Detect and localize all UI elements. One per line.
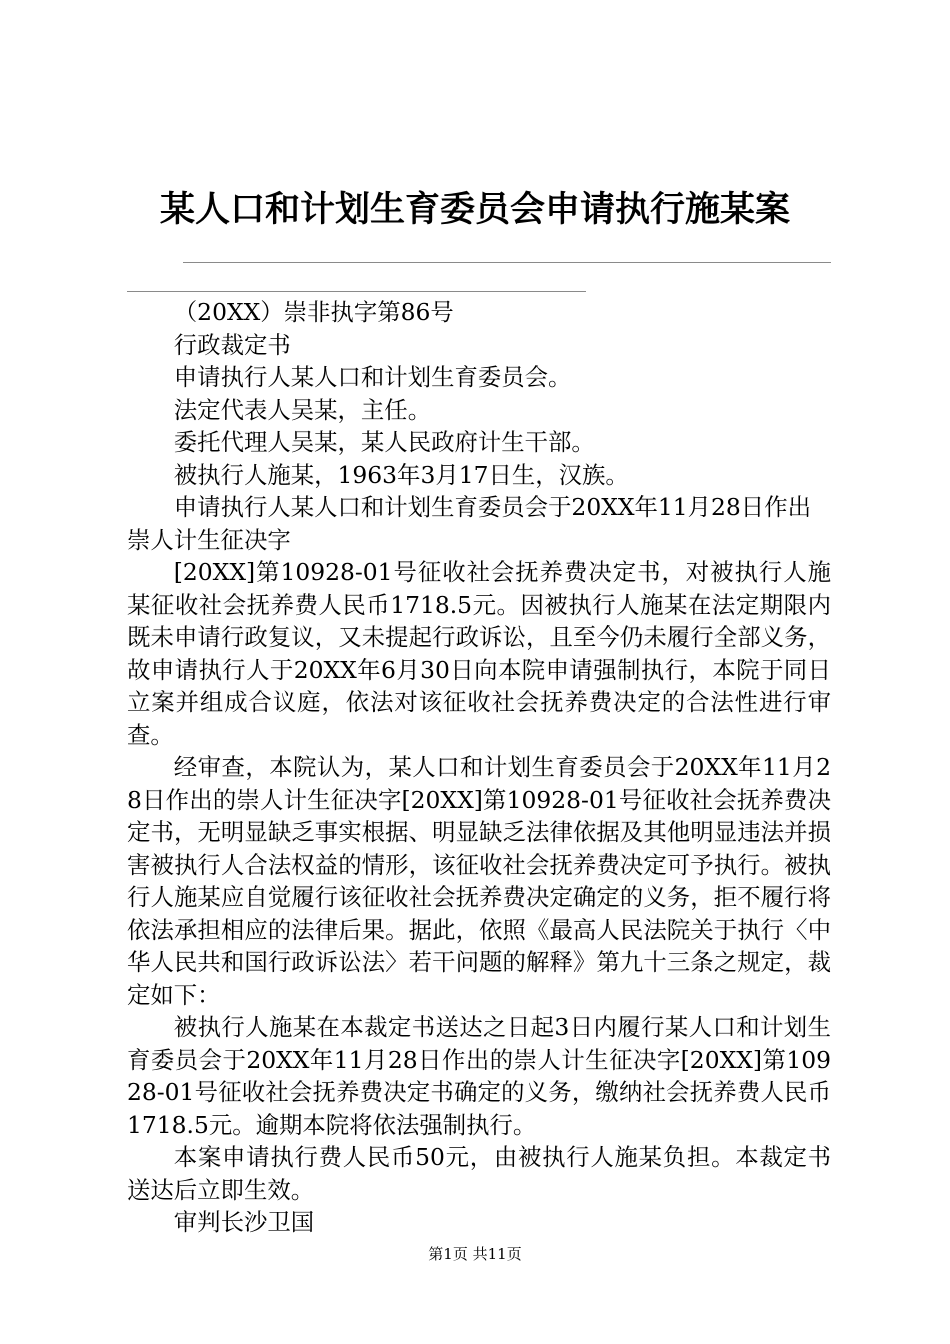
paragraph-ruling: 被执行人施某在本裁定书送达之日起3日内履行某人口和计划生育委员会于20XX年11月28日作出的崇人计生征决字[20XX]第10928-01号征收社会抚养费决定书确定的义务，缴纳社会抚养费人民币1718.5元。逾期本院将依法强制执行。 [127,1013,831,1139]
legal-representative: 法定代表人吴某，主任。 [173,395,432,424]
page-footer: 第1页 共11页 [428,1245,522,1263]
respondent: 被执行人施某，1963年3月17日生，汉族。 [173,460,629,489]
header-rule-top [183,262,831,263]
header-rule-bottom [127,291,586,292]
case-number: （20XX）崇非执字第86号 [173,298,454,326]
document-body [127,296,831,1239]
paragraph-review: 经审查，本院认为，某人口和计划生育委员会于20XX年11月28日作出的崇人计生征决字[20XX]第10928-01号征收社会抚养费决定书，无明显缺乏事实根据、明显缺乏法律依据及其他明显违法并损害被执行人合法权益的情形，该征收社会抚养费决定可予执行。被执行人施某应自觉履行该征收社会抚养费决定确定的义务，拒不履行将依法承担相应的法律后果。据此，依照《最高人民法院关于执行〈中华人民共和国行政诉讼法〉若干问题的解释》第九十三条之规定，裁定如下： [127,753,831,1009]
applicant: 申请执行人某人口和计划生育委员会。 [173,363,572,391]
paragraph-facts: [20XX]第10928-01号征收社会抚养费决定书，对被执行人施某征收社会抚养费人民币1718.5元。因被执行人施某在法定期限内既未申请行政复议，又未提起行政诉讼，且至今仍未履行全部义务，故申请执行人于20XX年6月30日向本院申请强制执行，本院于同日立案并组成合议庭，依法对该征收社会抚养费决定的合法性进行审查。 [127,558,831,749]
document-title: 某人口和计划生育委员会申请执行施某案 [159,190,790,230]
paragraph-fee: 本案申请执行费人民币50元，由被执行人施某负担。本裁定书送达后立即生效。 [127,1143,831,1204]
document-type: 行政裁定书 [173,330,291,359]
paragraph-application: 申请执行人某人口和计划生育委员会于20XX年11月28日作出崇人计生征决字 [127,493,811,554]
agent: 委托代理人吴某，某人民政府计生干部。 [173,428,595,456]
presiding-judge: 审判长沙卫国 [173,1208,315,1236]
